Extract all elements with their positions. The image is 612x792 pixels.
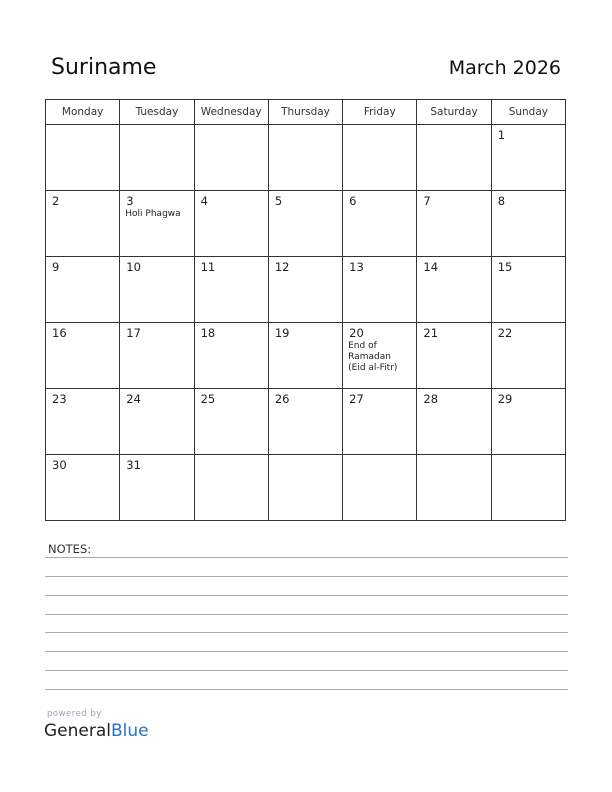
day-number: 7 <box>423 194 431 208</box>
day-number: 21 <box>423 326 439 340</box>
day-number: 12 <box>274 260 290 274</box>
day-number: 1 <box>497 128 506 142</box>
day-cell[interactable] <box>268 389 342 455</box>
day-cell[interactable] <box>268 125 342 191</box>
day-number: 15 <box>497 260 513 274</box>
day-cell[interactable] <box>343 323 417 389</box>
day-number: 19 <box>274 326 290 340</box>
day-number: 26 <box>274 392 290 406</box>
holiday-label: End of Ramadan (Eid al-Fitr) <box>348 341 398 373</box>
month-year-title: March 2026 <box>448 57 561 79</box>
notes-line <box>45 632 568 633</box>
day-cell[interactable] <box>491 323 565 389</box>
day-number: 30 <box>52 458 67 472</box>
day-number: 20 <box>349 326 364 340</box>
day-cell[interactable] <box>46 191 120 257</box>
day-number: 6 <box>349 194 357 208</box>
day-number: 9 <box>52 260 60 274</box>
notes-line <box>45 651 568 652</box>
notes-line <box>45 670 568 671</box>
weekday-header: Saturday <box>417 100 491 125</box>
day-number: 3 <box>126 194 134 208</box>
holiday-label: Holi Phagwa <box>125 209 181 219</box>
day-number: 16 <box>52 326 67 340</box>
brand-logo[interactable] <box>44 721 149 741</box>
brand-blue: Blue <box>111 721 149 741</box>
day-cell[interactable] <box>46 125 120 191</box>
day-cell[interactable] <box>194 257 268 323</box>
day-number: 8 <box>497 194 506 208</box>
day-number: 4 <box>200 194 208 208</box>
day-cell[interactable] <box>343 125 417 191</box>
day-cell[interactable] <box>194 125 268 191</box>
weekday-header: Monday <box>46 100 120 125</box>
day-number: 2 <box>52 194 60 208</box>
day-cell[interactable] <box>343 389 417 455</box>
day-cell[interactable] <box>268 323 342 389</box>
day-cell[interactable] <box>417 125 491 191</box>
day-number: 17 <box>126 326 141 340</box>
day-number: 24 <box>126 392 141 406</box>
day-number: 10 <box>126 260 141 274</box>
week-row <box>46 455 566 521</box>
day-number: 22 <box>497 326 513 340</box>
day-cell[interactable] <box>417 257 491 323</box>
day-cell[interactable] <box>343 191 417 257</box>
notes-line <box>45 595 568 596</box>
week-row <box>46 257 566 323</box>
weekday-header: Tuesday <box>120 100 194 125</box>
day-cell[interactable] <box>417 389 491 455</box>
day-cell[interactable] <box>120 191 194 257</box>
day-cell[interactable] <box>491 257 565 323</box>
powered-by-text: powered by <box>47 709 102 719</box>
calendar-grid <box>45 99 566 521</box>
day-cell[interactable] <box>491 191 565 257</box>
week-row <box>46 323 566 389</box>
day-cell[interactable] <box>491 125 565 191</box>
weekday-header: Sunday <box>491 100 565 125</box>
day-cell[interactable] <box>120 455 194 521</box>
day-cell[interactable] <box>46 323 120 389</box>
day-number: 13 <box>349 260 364 274</box>
notes-line <box>45 576 568 577</box>
day-cell[interactable] <box>194 191 268 257</box>
country-title: Suriname <box>51 55 157 80</box>
day-cell[interactable] <box>120 323 194 389</box>
day-number: 27 <box>349 392 364 406</box>
day-number: 28 <box>423 392 439 406</box>
weekday-header: Friday <box>343 100 417 125</box>
day-number: 14 <box>423 260 439 274</box>
weekday-header: Thursday <box>268 100 342 125</box>
notes-line <box>45 557 568 558</box>
week-row <box>46 191 566 257</box>
day-cell[interactable] <box>194 323 268 389</box>
day-cell[interactable] <box>120 389 194 455</box>
day-cell[interactable] <box>268 257 342 323</box>
day-cell[interactable] <box>120 257 194 323</box>
weekday-header: Wednesday <box>194 100 268 125</box>
day-number: 18 <box>200 326 216 340</box>
day-cell[interactable] <box>417 191 491 257</box>
day-number: 23 <box>52 392 67 406</box>
day-number: 29 <box>497 392 513 406</box>
day-cell[interactable] <box>46 257 120 323</box>
day-cell[interactable] <box>46 389 120 455</box>
day-cell[interactable] <box>491 389 565 455</box>
day-cell[interactable] <box>491 455 565 521</box>
day-cell[interactable] <box>194 455 268 521</box>
notes-line <box>45 614 568 615</box>
brand-general: General <box>44 721 111 741</box>
day-number: 25 <box>200 392 216 406</box>
day-cell[interactable] <box>343 455 417 521</box>
day-cell[interactable] <box>194 389 268 455</box>
notes-label: NOTES: <box>48 542 92 556</box>
day-number: 11 <box>200 260 216 274</box>
day-cell[interactable] <box>268 455 342 521</box>
day-cell[interactable] <box>417 323 491 389</box>
day-number: 31 <box>126 458 141 472</box>
week-row <box>46 125 566 191</box>
week-row <box>46 389 566 455</box>
weekday-header-row <box>46 100 566 125</box>
day-cell[interactable] <box>120 125 194 191</box>
notes-line <box>45 689 568 690</box>
day-cell[interactable] <box>46 455 120 521</box>
day-cell[interactable] <box>268 191 342 257</box>
day-cell[interactable] <box>417 455 491 521</box>
day-cell[interactable] <box>343 257 417 323</box>
day-number: 5 <box>274 194 283 208</box>
